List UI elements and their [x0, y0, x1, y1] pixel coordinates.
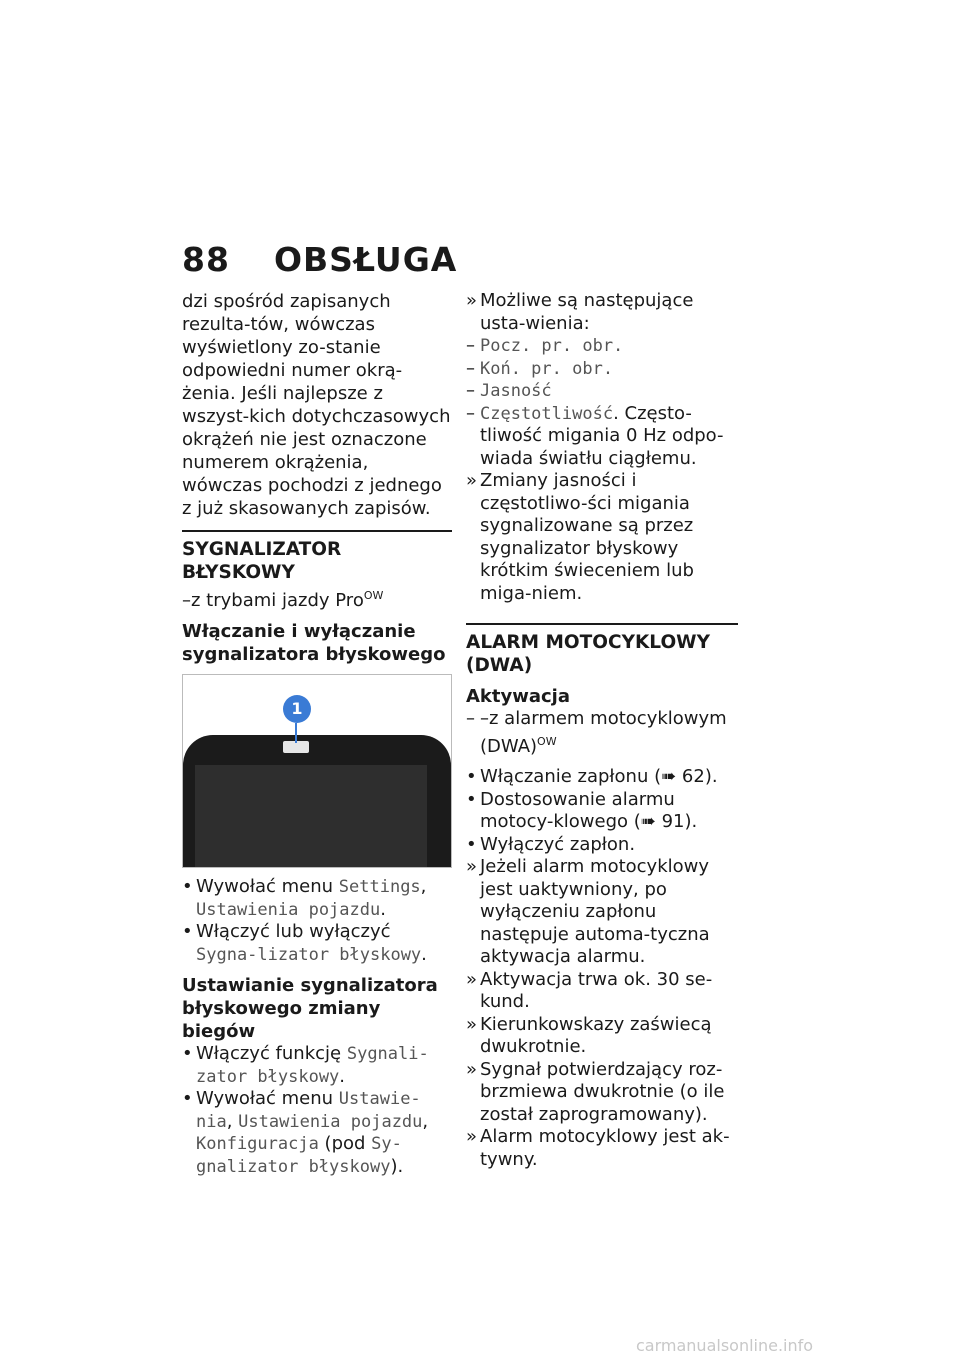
section-title-alarm: ALARM MOTOCYKLOWY (DWA) [466, 623, 738, 677]
section-title-flasher: SYGNALIZATOR BŁYSKOWY [182, 530, 452, 584]
list-item: • Wywołać menu Ustawie-nia, Ustawienia pojazdu, Konfiguracja (pod Sy-gnalizator błyskowy). [182, 1088, 429, 1177]
subheading-flasher-on-off: Włączanie i wyłączanie sygnalizatora błyskowego [182, 621, 446, 665]
watermark-link[interactable]: carmanualsonline.info [636, 1336, 814, 1355]
list-item: • Wywołać menu Settings, Ustawienia pojazdu. [182, 876, 427, 920]
dashboard-figure [182, 674, 452, 868]
section-note-flasher: –z trybami jazdy Pro$^{OW}$ [182, 589, 384, 611]
left-column [182, 290, 452, 1178]
list-item: • Wyłączyć zapłon. [466, 833, 636, 855]
list-item: • Włączanie zapłonu (➠ 62). [466, 766, 718, 787]
dash-item: – Częstotliwość. Często-tliwość migania 0 Hz odpo-wiada światłu ciągłemu. [466, 402, 724, 469]
dash-item: – Koń. pr. obr. [466, 357, 614, 379]
tft-display-screen [195, 765, 427, 867]
right-column [466, 290, 738, 1171]
list-item: • Dostosowanie alarmu motocy-klowego (➠ 91). [466, 788, 698, 832]
subheading-shift-flasher: Ustawianie sygnalizatora błyskowego zmiany biegów [182, 975, 438, 1042]
result-item: » Aktywacja trwa ok. 30 se-kund. [466, 968, 713, 1012]
dash-item: – Pocz. pr. obr. [466, 335, 624, 356]
subheading-activation: Aktywacja [466, 686, 571, 707]
dash-item: – Jasność [466, 380, 552, 401]
result-item: » Kierunkowskazy zaświecą dwukrotnie. [466, 1013, 712, 1057]
page-number: 88 [182, 240, 230, 279]
result-item: » Jeżeli alarm motocyklowy jest uaktywniony, po wyłączeniu zapłonu następuje automa-tyczna aktywacja alarmu. [466, 856, 710, 967]
callout-number: 1 [283, 695, 311, 723]
list-item: • Włączyć funkcję Sygnali-zator błyskowy. [182, 1043, 429, 1087]
section-note-alarm: – –z alarmem motocyklowym (DWA)$^{OW}$ [466, 708, 727, 757]
result-item: » Zmiany jasności i częstotliwo-ści migania sygnalizowane są przez sygnalizator błyskowy krótkim świeceniem lub miga-niem. [466, 470, 694, 604]
page-header [182, 240, 457, 279]
list-item: • Włączyć lub wyłączyć Sygna-lizator błyskowy. [182, 921, 427, 965]
result-item: » Możliwe są następujące usta-wienia: [466, 290, 694, 334]
callout-line [295, 723, 297, 743]
chapter-title: OBSŁUGA [273, 240, 458, 279]
intro-paragraph: dzi spośród zapisanych rezulta-tów, wówczas wyświetlony zo-stanie odpowiedni numer okrą-żenia. Jeśli najlepsze z wszyst-kich dotychczasowych okrążeń nie jest oznaczone numerem okrążenia, wówczas pochodzi z jednego z już skasowanych zapisów. [182, 291, 451, 519]
result-item: » Sygnał potwierdzający roz-brzmiewa dwukrotnie (o ile został zaprogramowany). [466, 1058, 725, 1125]
result-item: » Alarm motocyklowy jest ak-tywny. [466, 1126, 730, 1170]
